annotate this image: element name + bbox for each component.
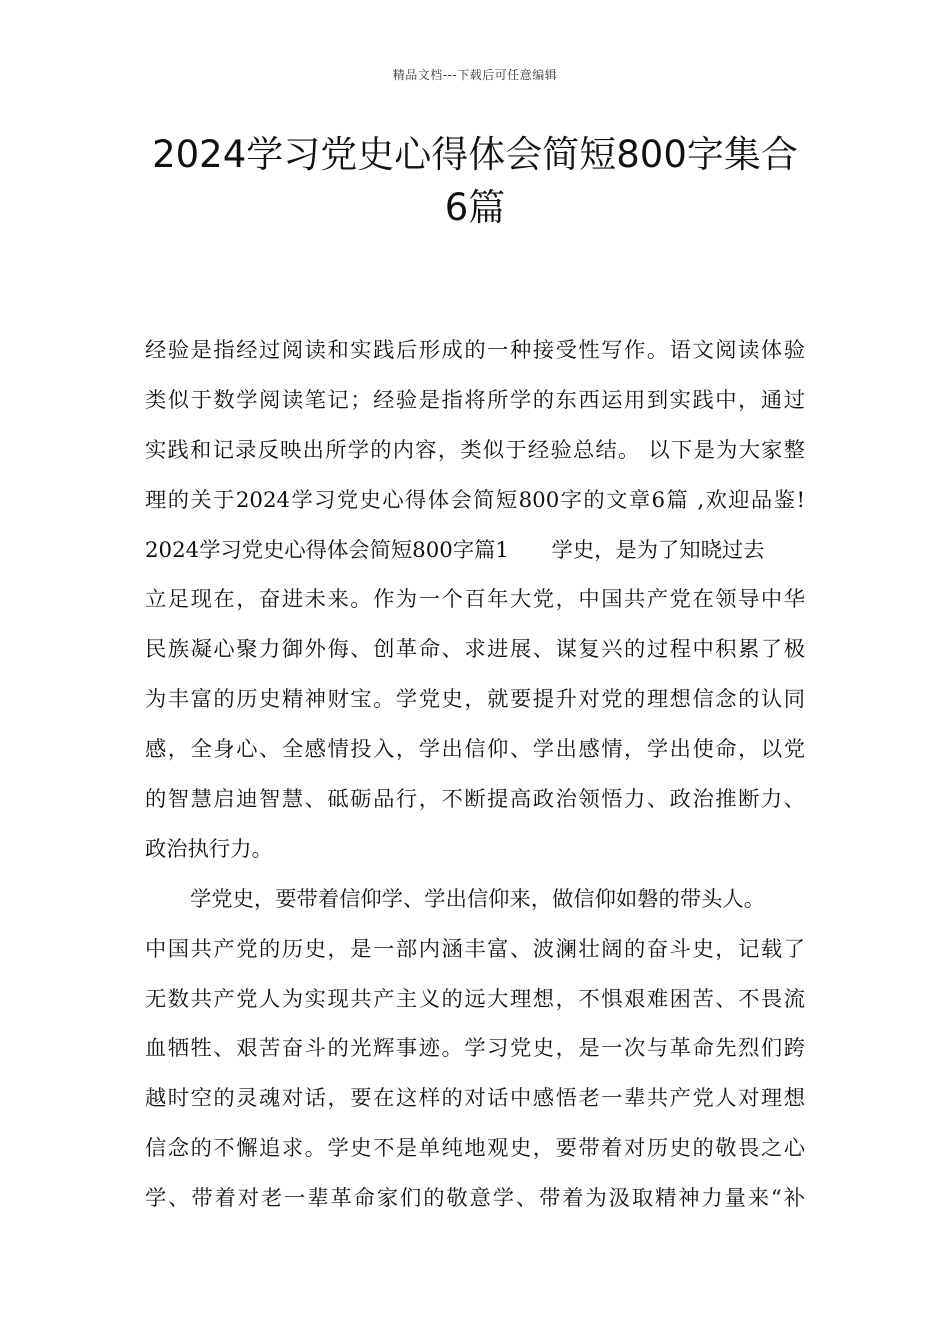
body-line: 感，全身心、全感情投入，学出信仰、学出感情，学出使命，以党 (145, 737, 805, 763)
body-line: 民族凝心聚力御外侮、创革命、求进展、谋复兴的过程中积累了极 (145, 637, 805, 663)
body-line: 学、带着对老一辈革命家们的敬意学、带着为汲取精神力量来“补 (145, 1186, 805, 1212)
header-note: 精品文档---下载后可任意编辑 (392, 68, 558, 82)
body-line: 理的关于2024学习党史心得体会简短800字的文章6篇 ,欢迎品鉴! (145, 487, 805, 513)
body-line: 立足现在，奋进未来。作为一个百年大党，中国共产党在领导中华 (145, 587, 805, 613)
body-line: 血牺牲、艰苦奋斗的光辉事迹。学习党史，是一次与革命先烈们跨 (145, 1036, 805, 1062)
body-line: 中国共产党的历史，是一部内涵丰富、波澜壮阔的奋斗史，记载了 (145, 936, 805, 962)
title-line: 2024学习党史心得体会简短800字集合 (152, 133, 798, 176)
body-line: 政治执行力。 (145, 836, 273, 862)
body-line: 的智慧启迪智慧、砥砺品行，不断提高政治领悟力、政治推断力、 (145, 787, 805, 813)
body-line: 信念的不懈追求。学史不是单纯地观史，要带着对历史的敬畏之心 (145, 1136, 805, 1162)
body-line: 学党史，要带着信仰学、学出信仰来，做信仰如磐的带头人。 (190, 886, 766, 912)
document-body (145, 326, 805, 1224)
body-line: 类似于数学阅读笔记；经验是指将所学的东西运用到实践中，通过 (145, 387, 805, 413)
body-line: 经验是指经过阅读和实践后形成的一种接受性写作。语文阅读体验 (145, 338, 805, 363)
body-line: 实践和记录反映出所学的内容，类似于经验总结。 以下是为大家整 (145, 437, 805, 463)
body-line: 为丰富的历史精神财宝。学党史，就要提升对党的理想信念的认同 (145, 687, 805, 713)
body-line: 无数共产党人为实现共产主义的远大理想，不惧艰难困苦、不畏流 (145, 986, 805, 1012)
title-line: 6篇 (444, 186, 506, 229)
document-title (120, 128, 830, 234)
body-line: 越时空的灵魂对话，要在这样的对话中感悟老一辈共产党人对理想 (145, 1086, 805, 1112)
body-line: 2024学习党史心得体会简短800字篇1 学史，是为了知晓过去 (145, 537, 765, 563)
